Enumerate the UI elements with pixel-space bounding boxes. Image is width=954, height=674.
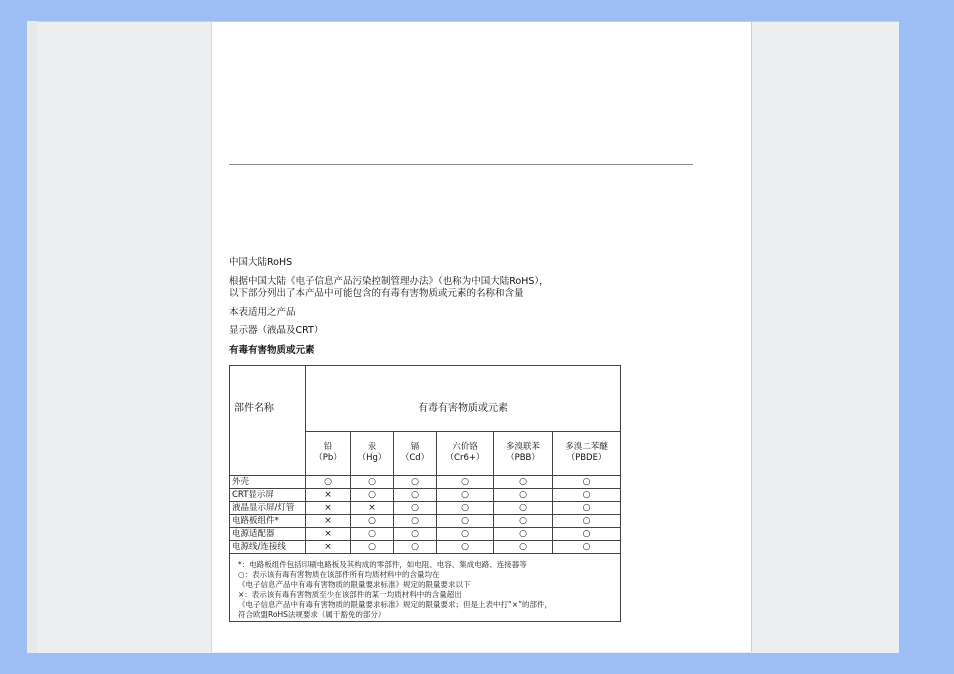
- substances-heading: 有毒有害物质或元素: [229, 345, 315, 356]
- table-row: [230, 488, 620, 501]
- column-header: [436, 432, 493, 475]
- column-name: 铅: [323, 442, 333, 452]
- substance-cell: ○: [552, 476, 620, 488]
- substance-cell: ○: [552, 489, 620, 501]
- table-row: [230, 475, 620, 488]
- part-name: 电源线/连接线: [230, 541, 306, 553]
- table-row: [230, 514, 620, 527]
- substance-cell: ○: [393, 515, 436, 527]
- column-symbol: （Pb）: [314, 453, 342, 463]
- table-row: [230, 501, 620, 514]
- column-name: 汞: [367, 442, 377, 452]
- substance-cell: ○: [324, 477, 332, 487]
- table-row: [230, 527, 620, 540]
- product-line: 显示器（液晶及CRT）: [229, 325, 324, 336]
- substance-cell: ○: [436, 489, 493, 501]
- horizontal-rule: [229, 164, 693, 165]
- part-name: 电路板组件*: [230, 515, 306, 527]
- column-name: 多溴联苯: [505, 442, 540, 452]
- table-note: 符合欧盟RoHS法规要求（属于豁免的部分）: [238, 610, 386, 619]
- substance-cell: ○: [393, 541, 436, 553]
- column-name: 镉: [410, 442, 420, 452]
- substance-cell: ○: [552, 515, 620, 527]
- substance-cell: ×: [324, 516, 332, 526]
- section-title: 中国大陆RoHS: [229, 257, 293, 268]
- rohs-table: [229, 365, 621, 622]
- substance-cell: ×: [324, 503, 332, 513]
- table-note: ×：表示该有毒有害物质至少在该部件的某一均质材料中的含量超出: [238, 590, 462, 599]
- substance-cell: ○: [350, 515, 393, 527]
- substance-cell: ○: [493, 515, 552, 527]
- substance-cell: ○: [552, 502, 620, 514]
- substance-cell: ○: [393, 502, 436, 514]
- substance-cell: ○: [350, 476, 393, 488]
- substance-cell: ×: [324, 529, 332, 539]
- column-header: [493, 432, 552, 475]
- part-header: 部件名称: [234, 403, 274, 414]
- applies-heading: 本表适用之产品: [229, 307, 296, 318]
- substance-cell: ○: [350, 528, 393, 540]
- column-symbol: （PBB）: [506, 453, 540, 463]
- substance-cell: ○: [350, 489, 393, 501]
- column-name: 多溴二苯醚: [565, 442, 608, 452]
- substance-cell: ○: [493, 489, 552, 501]
- part-name: CRT显示屏: [230, 489, 306, 501]
- substance-cell: ○: [552, 528, 620, 540]
- column-symbol: （Hg）: [357, 453, 387, 463]
- column-symbol: （PBDE）: [566, 453, 607, 463]
- substance-cell: ○: [393, 489, 436, 501]
- substance-cell: ○: [493, 476, 552, 488]
- column-header: [350, 432, 393, 475]
- substance-cell: ○: [493, 541, 552, 553]
- substance-cell: ○: [350, 541, 393, 553]
- substance-cell: ○: [552, 541, 620, 553]
- table-note: ○：表示该有毒有害物质在该部件所有均质材料中的含量均在: [238, 570, 440, 579]
- column-header: [393, 432, 436, 475]
- intro-line-1: 根据中国大陆《电子信息产品污染控制管理办法》（也称为中国大陆RoHS），: [229, 276, 549, 287]
- column-symbol: （Cr6+）: [445, 453, 485, 463]
- substance-columns: [306, 432, 620, 475]
- intro-line-2: 以下部分列出了本产品中可能包含的有毒有害物质或元素的名称和含量: [229, 288, 524, 299]
- substance-header-cell: [306, 366, 620, 432]
- column-header: [306, 432, 350, 475]
- substance-cell: ○: [436, 515, 493, 527]
- substance-cell: ○: [493, 502, 552, 514]
- table-row: [230, 540, 620, 553]
- table-note: 《电子信息产品中有毒有害物质的限量要求标准》规定的限量要求以下: [238, 580, 471, 589]
- substance-cell: ○: [393, 476, 436, 488]
- substance-cell: ×: [324, 490, 332, 500]
- substance-cell: ×: [350, 502, 393, 514]
- table-notes: [230, 553, 620, 620]
- substance-cell: ○: [393, 528, 436, 540]
- substance-cell: ○: [436, 528, 493, 540]
- viewer-left-edge: [27, 21, 37, 653]
- substance-cell: ○: [493, 528, 552, 540]
- substance-cell: ○: [436, 476, 493, 488]
- substance-cell: ×: [324, 542, 332, 552]
- table-note: *：电路板组件包括印刷电路板及其构成的零部件，如电阻、电容、集成电路、连接器等: [238, 560, 527, 569]
- substance-cell: ○: [436, 502, 493, 514]
- column-header: [552, 432, 620, 475]
- document-page: [211, 22, 752, 652]
- table-note: 《电子信息产品中有毒有害物质的限量要求标准》规定的限量要求；但是上表中打“×”的部件，: [238, 600, 553, 609]
- part-name: 外壳: [230, 476, 306, 488]
- part-header-cell: [230, 366, 306, 475]
- substance-cell: ○: [436, 541, 493, 553]
- part-name: 电源适配器: [230, 528, 306, 540]
- part-name: 液晶显示屏/灯管: [230, 502, 306, 514]
- column-name: 六价铬: [452, 442, 478, 452]
- column-symbol: （Cd）: [400, 453, 430, 463]
- substance-header: 有毒有害物质或元素: [418, 403, 508, 414]
